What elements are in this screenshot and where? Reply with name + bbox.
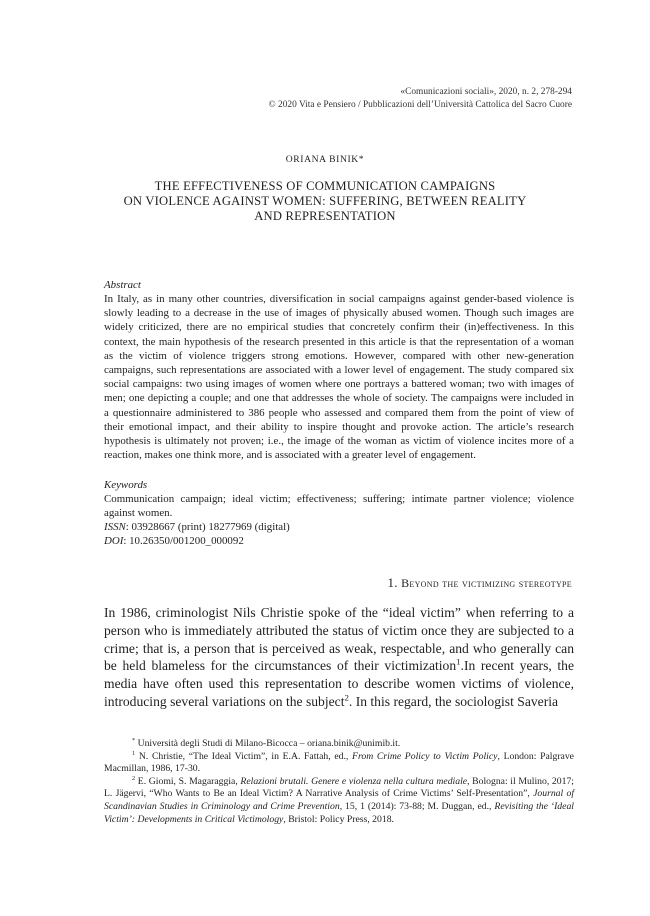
abstract-heading: Abstract xyxy=(104,279,141,291)
body-paragraph xyxy=(104,604,574,711)
footnote-2-book-title-2: Revisiting the ‘Ideal Victim’: Developments in Critical Victimology xyxy=(104,800,574,825)
body-text-part-2: .In recent years, the media have often used this representation to describe women victims of violence, introducing several variations on the subject xyxy=(104,658,574,709)
doi-value: : 10.26350/001200_000092 xyxy=(123,535,244,547)
footnote-1-book-title: From Crime Policy to Victim Policy xyxy=(352,750,498,762)
doi-line xyxy=(104,534,574,548)
journal-header xyxy=(269,86,572,112)
article-title xyxy=(90,179,560,224)
footnote-2-c: , Bologna: il Mulino, 2017; L. Jägervi, “Who Wants to Be an Ideal Victim? A Narrative Analysis of Crime Victims’ Self-Presentation”, xyxy=(104,775,575,800)
keywords-text: Communication campaign; ideal victim; effectiveness; suffering; intimate partner violence; violence against women. xyxy=(104,493,574,520)
section-title: Beyond the victimizing stereotype xyxy=(401,576,572,590)
footnote-ref-2[interactable]: 2 xyxy=(344,692,349,703)
footnote-2-g: , Bristol: Policy Press, 2018. xyxy=(283,813,394,825)
title-line-1: THE EFFECTIVENESS OF COMMUNICATION CAMPAIGNS xyxy=(154,179,496,193)
section-heading xyxy=(387,575,572,591)
footnote-author xyxy=(104,738,574,751)
title-line-2: ON VIOLENCE AGAINST WOMEN: SUFFERING, BETWEEN REALITY xyxy=(123,194,527,208)
body-text-part-1: In 1986, criminologist Nils Christie spoke of the “ideal victim” when referring to a person who is immediately attributed the status of victim once they are subjected to a crime; that is, a person that is perceived as weak, respectable, and who generally can be held blameless for the circumstances of their victimization xyxy=(104,605,574,674)
body-text-part-3: . In this regard, the sociologist Saveria xyxy=(348,693,559,709)
abstract-text: In Italy, as in many other countries, diversification in social campaigns against gender-based violence is slowly leading to a decrease in the use of images of physically abused women. Though such images are widely criticized, there are no empirical studies that concretely confirm their (in)effectiveness. In this context, the main hypothesis of the research presented in this article is that the representation of a woman as the victim of violence triggers strong emotions. However, compared with other new-generation campaigns, such representations are associated with a lower level of engagement. The study compared six social campaigns: two using images of women where one portrays a battered woman; two with images of men; one depicting a couple; and one that addresses the whole of society. The campaigns were included in a questionnaire administered to 386 people who assessed and compared them from the point of view of their emotional impact, and their ability to inspire thought and provoke action. The article’s research hypothesis is ultimately not proven; i.e., the image of the woman as victim of violence incites more of a reaction, makes one think more, and is associated with a greater level of engagement. xyxy=(104,293,574,462)
issn-value: : 03928667 (print) 18277969 (digital) xyxy=(125,521,290,533)
footnote-mark-1: 1 xyxy=(132,749,136,757)
footnotes xyxy=(104,738,574,826)
footnote-2-book-title: Relazioni brutali. Genere e violenza nella cultura mediale xyxy=(240,775,468,787)
footnote-2 xyxy=(104,776,574,826)
footnote-mark-star: * xyxy=(132,736,136,744)
title-line-3: AND REPRESENTATION xyxy=(254,209,396,223)
doi-label: DOI xyxy=(104,535,124,547)
footnote-2-a: E. Giomi, S. Magaraggia, xyxy=(135,775,241,787)
footnote-ref-1[interactable]: 1 xyxy=(456,656,461,667)
footnote-2-journal-title: Journal of Scandinavian Studies in Criminology and Crime Prevention xyxy=(104,788,575,812)
copyright-line: © 2020 Vita e Pensiero / Pubblicazioni dell’Università Cattolica del Sacro Cuore xyxy=(268,100,572,110)
keywords-heading: Keywords xyxy=(104,479,148,491)
footnote-2-e: , 15, 1 (2014): 73-88; M. Duggan, ed., xyxy=(339,800,495,812)
journal-citation: «Comunicazioni sociali», 2020, n. 2, 278-294 xyxy=(400,87,572,97)
issn-label: ISSN xyxy=(104,521,126,533)
issn-line xyxy=(104,520,574,534)
section-number: 1. xyxy=(387,575,398,590)
footnote-1-pre: N. Christie, “The Ideal Victim”, in E.A. Fattah, ed., xyxy=(135,750,353,762)
footnote-1 xyxy=(104,751,574,776)
footnote-mark-2: 2 xyxy=(132,774,136,782)
author-name: ORIANA BINIK* xyxy=(285,154,365,165)
footnote-author-text: Università degli Studi di Milano-Bicocca – oriana.binik@unimib.it. xyxy=(135,738,401,749)
footnote-1-post: , London: Palgrave Macmillan, 1986, 17-30. xyxy=(104,750,574,775)
